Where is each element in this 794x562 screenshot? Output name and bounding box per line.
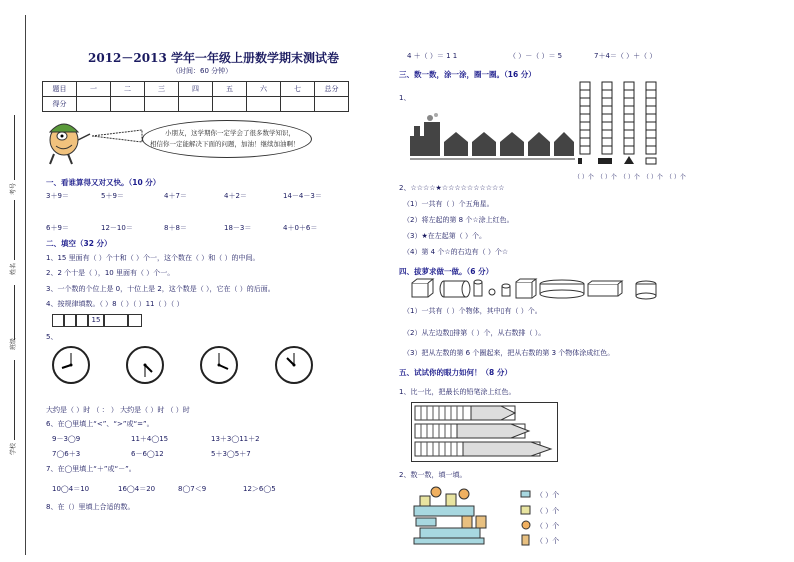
score-header-cell: 七 bbox=[281, 82, 315, 97]
compare-item: 6－6◯12 bbox=[131, 450, 164, 458]
time-label: （时间：60 分钟） bbox=[172, 67, 233, 75]
score-header-cell: 三 bbox=[145, 82, 179, 97]
section-4-title: 四、拔萝求做一做。（6 分） bbox=[399, 267, 494, 276]
clock-face bbox=[275, 346, 313, 384]
score-header-cell: 一 bbox=[77, 82, 111, 97]
clock-hands-icon bbox=[128, 348, 162, 382]
score-cell[interactable] bbox=[111, 97, 145, 112]
question-2-1: 1、15 里面有（ ）个十和（ ）个一，这个数在（ ）和（ ）的中间。 bbox=[46, 254, 260, 262]
bar-count-label: （ ）个 bbox=[620, 174, 640, 181]
question-2-5: 5、 bbox=[46, 333, 58, 341]
calc-item: 5＋9＝ bbox=[101, 192, 124, 200]
fill-line[interactable] bbox=[14, 115, 15, 180]
score-header-cell: 六 bbox=[247, 82, 281, 97]
page-title: 2012－2013 学年一年级上册数学期末测试卷 bbox=[88, 51, 339, 65]
operator-item: 12＞6◯5 bbox=[243, 485, 276, 493]
calc-item: 4＋7＝ bbox=[164, 192, 187, 200]
fill-line[interactable] bbox=[14, 360, 15, 440]
bar-count-label: （ ）个 bbox=[597, 174, 617, 181]
question-2-8: 8、在（）里填上合适的数。 bbox=[46, 503, 135, 511]
counting-bars-illustration bbox=[578, 80, 670, 166]
question-3-1: 1、 bbox=[399, 94, 411, 102]
score-header-cell: 四 bbox=[179, 82, 213, 97]
score-row-label: 得分 bbox=[43, 97, 77, 112]
score-cell[interactable] bbox=[77, 97, 111, 112]
score-cell[interactable] bbox=[145, 97, 179, 112]
section-2-title: 二、填空（32 分） bbox=[46, 239, 112, 248]
mascot-illustration bbox=[42, 118, 94, 166]
calc-item: 8＋8＝ bbox=[164, 224, 187, 232]
fill-equation: 7＋4＝（ ）＋（ ） bbox=[594, 52, 657, 60]
question-3-2: 2、☆☆☆☆★☆☆☆☆☆☆☆☆☆☆ bbox=[399, 184, 505, 192]
score-header-cell: 五 bbox=[213, 82, 247, 97]
score-cell[interactable] bbox=[315, 97, 349, 112]
star-question: （3）★在左起第（ ）个。 bbox=[403, 232, 486, 240]
compare-item: 5＋3◯5＋7 bbox=[211, 450, 251, 458]
score-cell[interactable] bbox=[179, 97, 213, 112]
shapes-row-illustration bbox=[410, 278, 660, 300]
bar-count-label: （ ）个 bbox=[643, 174, 663, 181]
side-label-name: 姓名 bbox=[10, 262, 17, 275]
calc-item: 3＋9＝ bbox=[46, 192, 69, 200]
binding-line bbox=[25, 15, 26, 555]
section-1-title: 一、看谁算得又对又快。（10 分） bbox=[46, 178, 161, 187]
given-box: 15 bbox=[88, 314, 104, 327]
fill-equation: （ ）－（ ）＝ 5 bbox=[509, 52, 563, 60]
count-answer: （ ）个 bbox=[536, 491, 560, 499]
clock-hands-icon bbox=[277, 348, 311, 382]
calc-item: 6＋9＝ bbox=[46, 224, 69, 232]
calc-item: 12－10＝ bbox=[101, 224, 133, 232]
question-2-2: 2、2 个十是（ ），10 里面有（ ）个一。 bbox=[46, 269, 175, 277]
score-cell[interactable] bbox=[281, 97, 315, 112]
clock-hands-icon bbox=[202, 348, 236, 382]
clock-hands-icon bbox=[54, 348, 88, 382]
calc-item: 4＋0＋6＝ bbox=[283, 224, 318, 232]
blank-box[interactable] bbox=[52, 314, 64, 327]
side-label-exam-no: 考号 bbox=[10, 182, 17, 195]
star-question: （4）第 4 个☆的右边有（ ）个☆ bbox=[403, 248, 509, 256]
pencils-illustration bbox=[411, 402, 556, 460]
count-answer: （ ）个 bbox=[536, 522, 560, 530]
calc-item: 18－3＝ bbox=[224, 224, 252, 232]
blank-box[interactable] bbox=[104, 314, 128, 327]
section-5-title: 五、试试你的眼力如何！（8 分） bbox=[399, 368, 512, 377]
score-cell[interactable] bbox=[247, 97, 281, 112]
question-2-3: 3、一个数的个位上是 0，十位上是 2，这个数是（ ），它在（ ）的后面。 bbox=[46, 285, 275, 293]
calc-item: 14－4－3＝ bbox=[283, 192, 322, 200]
question-2-6: 6、在◯里填上“<”、“>”或“=”。 bbox=[46, 420, 154, 428]
train-illustration bbox=[410, 112, 575, 164]
count-answer: （ ）个 bbox=[536, 507, 560, 515]
score-header-cell: 二 bbox=[111, 82, 145, 97]
operator-item: 16◯4＝20 bbox=[118, 485, 156, 493]
bubble-text-2: 相信你一定能解决下面的问题，加油！继续加油啊！ bbox=[150, 140, 300, 148]
operator-item: 8◯7＜9 bbox=[178, 485, 207, 493]
bar-count-label: （ ）个 bbox=[666, 174, 686, 181]
question-5-1: 1、比一比，把最长的铅笔涂上红色。 bbox=[399, 388, 516, 396]
score-cell[interactable] bbox=[213, 97, 247, 112]
bubble-text-1: 小朋友，这学期你一定学会了很多数学知识， bbox=[165, 129, 295, 137]
operator-item: 10◯4＝10 bbox=[52, 485, 90, 493]
blocks-illustration bbox=[406, 486, 492, 548]
question-2-7: 7、在◯里填上“＋”或“－”。 bbox=[46, 465, 136, 473]
question-2-4: 4、按规律填数。（ ）8（ ）（ ）11（ ）（ ） bbox=[46, 300, 184, 308]
fill-line[interactable] bbox=[14, 200, 15, 260]
score-header-cell: 题目 bbox=[43, 82, 77, 97]
blank-box[interactable] bbox=[76, 314, 88, 327]
side-label-school: 学校 bbox=[10, 442, 17, 455]
compare-item: 11＋4◯15 bbox=[131, 435, 169, 443]
fill-line[interactable] bbox=[14, 285, 15, 340]
clock-face bbox=[200, 346, 238, 384]
compare-item: 9－3◯9 bbox=[52, 435, 81, 443]
shape-question: （2）从左边数▯排第（ ）个，从右数排（ ）。 bbox=[403, 329, 546, 337]
shape-question: （1）一共有（ ）个物体，其中▯有（ ）个。 bbox=[403, 307, 542, 315]
compare-item: 7◯6＋3 bbox=[52, 450, 81, 458]
blank-box[interactable] bbox=[64, 314, 76, 327]
count-shape-icons bbox=[519, 490, 533, 550]
compare-item: 13＋3◯11＋2 bbox=[211, 435, 260, 443]
blank-box[interactable] bbox=[128, 314, 142, 327]
clock-answers: 大约是（ ）时 （ ： ） 大约是（ ）时 （ ）时 bbox=[46, 406, 190, 414]
star-question: （2）将左起的第 8 个☆涂上红色。 bbox=[403, 216, 514, 224]
clock-face bbox=[126, 346, 164, 384]
speech-pointer bbox=[92, 128, 147, 144]
star-question: （1）一共有（ ）个五角星。 bbox=[403, 200, 494, 208]
section-3-title: 三、数一数，涂一涂，圈一圈。（16 分） bbox=[399, 70, 536, 79]
number-sequence-boxes bbox=[52, 314, 142, 327]
calc-item: 4＋2＝ bbox=[224, 192, 247, 200]
count-answer: （ ）个 bbox=[536, 537, 560, 545]
score-table bbox=[42, 81, 349, 112]
shape-question: （3）把从左数的第 6 个圈起来，把从右数的第 3 个物体涂成红色。 bbox=[403, 349, 615, 357]
bar-count-label: （ ）个 bbox=[574, 174, 594, 181]
question-5-2: 2、数一数，填一填。 bbox=[399, 471, 467, 479]
fill-equation: 4 ＋（ ）＝ 1 1 bbox=[407, 52, 458, 60]
clock-face bbox=[52, 346, 90, 384]
side-label-class: 班级 bbox=[10, 337, 17, 350]
score-header-cell: 总分 bbox=[315, 82, 349, 97]
